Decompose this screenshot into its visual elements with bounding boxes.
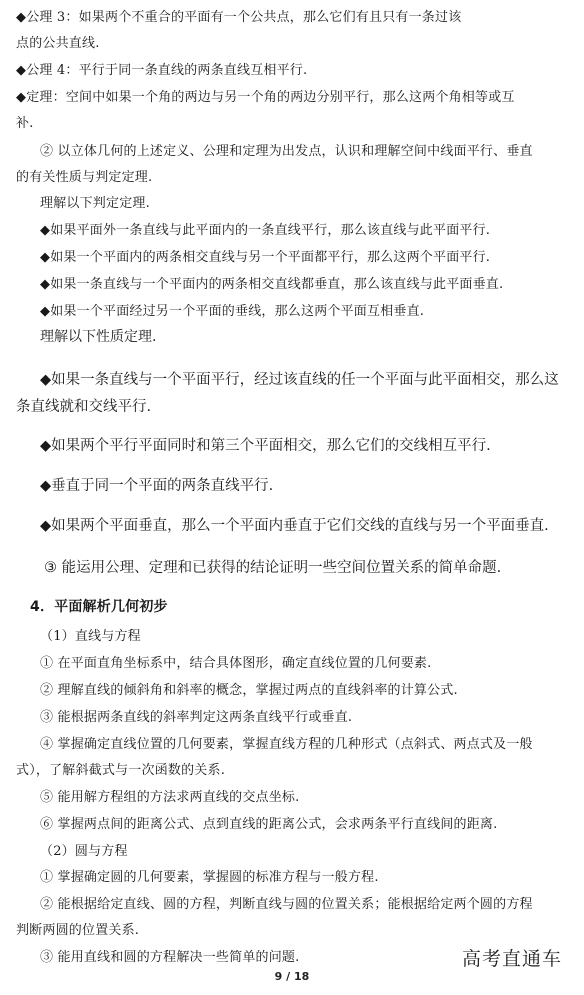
text-line: 判断两圆的位置关系.: [16, 923, 140, 938]
text-line: ◆公理 3：如果两个不重合的平面有一个公共点，那么它们有且只有一条过该: [16, 10, 462, 25]
text-line: ④ 掌握确定直线位置的几何要素，掌握直线方程的几种形式（点斜式、两点式及一般: [40, 737, 533, 752]
text-line: ◆如果一条直线与一个平面平行，经过该直线的任一个平面与此平面相交，那么这: [40, 372, 559, 388]
text-line: ⑥ 掌握两点间的距离公式、点到直线的距离公式，会求两条平行直线间的距离.: [40, 817, 498, 832]
text-line: 式），了解斜截式与一次函数的关系.: [16, 763, 226, 778]
text-line: ◆公理 4：平行于同一条直线的两条直线互相平行.: [16, 63, 308, 78]
text-line: ③ 能用直线和圆的方程解决一些简单的问题.: [40, 950, 300, 965]
text-line: ◆如果两个平行平面同时和第三个平面相交，那么它们的交线相互平行.: [40, 438, 491, 454]
text-line: ① 掌握确定圆的几何要素，掌握圆的标准方程与一般方程.: [40, 870, 379, 885]
text-line: ① 在平面直角坐标系中，结合具体图形，确定直线位置的几何要素.: [40, 656, 432, 671]
text-line: ② 理解直线的倾斜角和斜率的概念，掌握过两点的直线斜率的计算公式.: [40, 683, 458, 698]
text-line: ◆如果一条直线与一个平面内的两条相交直线都垂直，那么该直线与此平面垂直.: [40, 277, 504, 292]
page-number: 9 / 18: [274, 970, 310, 983]
text-line: ◆如果一个平面内的两条相交直线与另一个平面都平行，那么这两个平面平行.: [40, 250, 491, 265]
text-line: ◆如果两个平面垂直，那么一个平面内垂直于它们交线的直线与另一个平面垂直.: [40, 518, 549, 534]
text-line: ◆定理：空间中如果一个角的两边与另一个角的两边分别平行，那么这两个角相等或互: [16, 90, 515, 105]
text-line: ◆如果一个平面经过另一个平面的垂线，那么这两个平面互相垂直.: [40, 304, 425, 319]
text-line: 理解以下性质定理.: [40, 329, 157, 345]
subsection-heading: （2）圆与方程: [40, 844, 128, 859]
watermark-logo: 高考直通车: [461, 948, 562, 970]
text-line: 补.: [16, 116, 34, 131]
text-line: 理解以下判定定理.: [40, 196, 150, 211]
text-line: ⑤ 能用解方程组的方法求两直线的交点坐标.: [40, 790, 300, 805]
text-line: ② 以立体几何的上述定义、公理和定理为出发点，认识和理解空间中线面平行、垂直: [40, 144, 533, 159]
text-line: ◆如果平面外一条直线与此平面内的一条直线平行，那么该直线与此平面平行.: [40, 223, 491, 238]
text-line: 的有关性质与判定定理.: [16, 170, 153, 185]
text-line: 点的公共直线.: [16, 36, 100, 51]
text-line: ② 能根据给定直线、圆的方程，判断直线与圆的位置关系；能根据给定两个圆的方程: [40, 897, 533, 912]
text-line: ③ 能运用公理、定理和已获得的结论证明一些空间位置关系的简单命题.: [44, 560, 502, 576]
text-line: 条直线就和交线平行.: [16, 399, 152, 415]
subsection-heading: （1）直线与方程: [40, 629, 141, 644]
text-line: ③ 能根据两条直线的斜率判定这两条直线平行或垂直.: [40, 710, 353, 725]
text-line: ◆垂直于同一个平面的两条直线平行.: [40, 478, 274, 494]
section-heading: 4．平面解析几何初步: [30, 599, 168, 615]
